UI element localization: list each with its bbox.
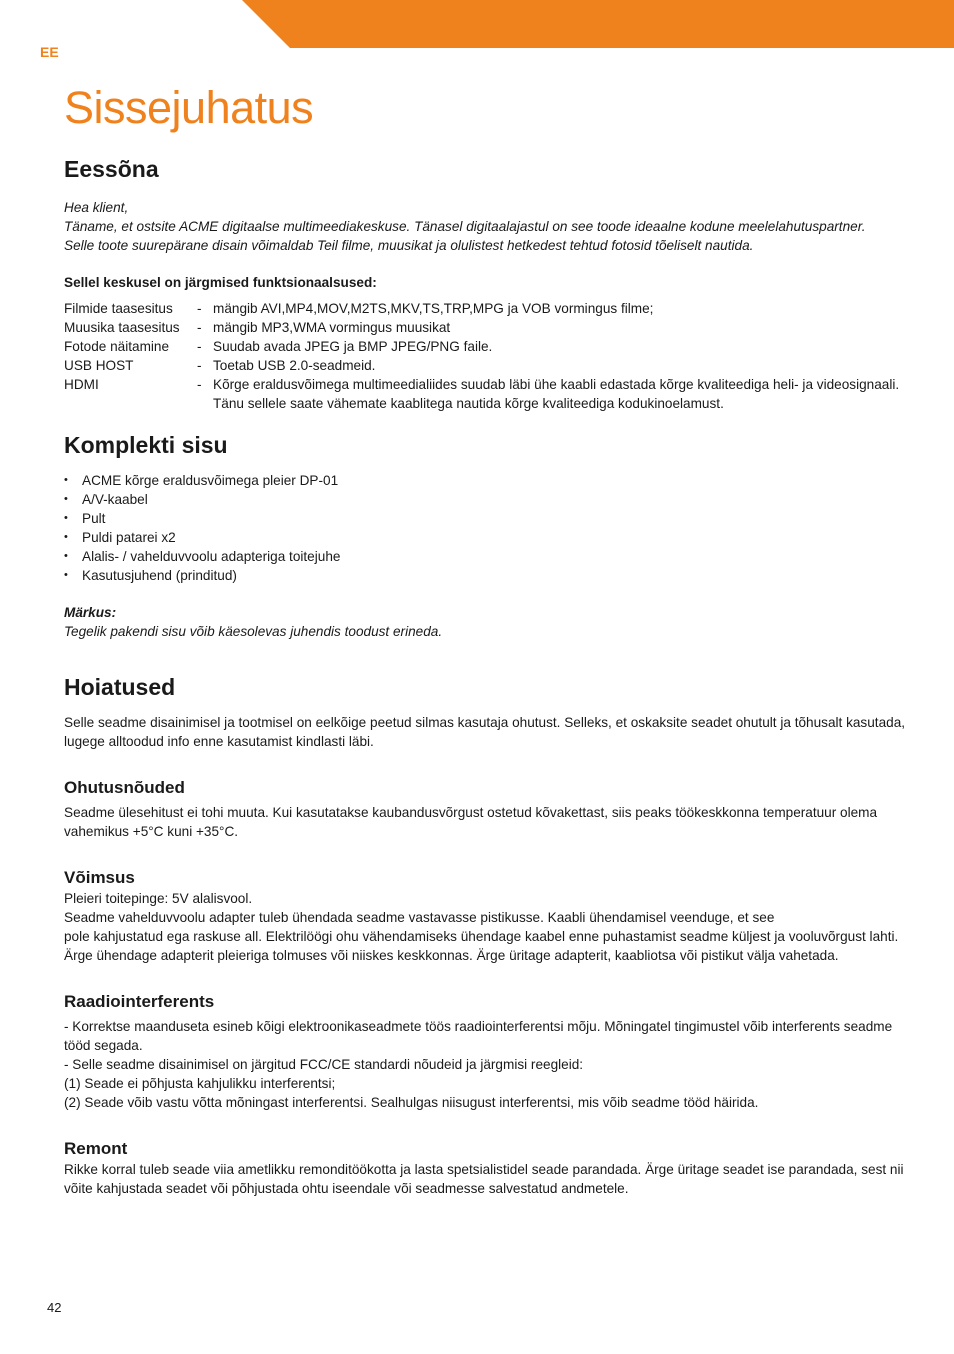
radio-line-3: (1) Seade ei põhjusta kahjulikku interferentsi; [64,1076,336,1091]
warnings-heading: Hoiatused [64,674,176,700]
repair-heading: Remont [64,1139,128,1158]
package-list [64,471,914,585]
feature-desc: Toetab USB 2.0-seadmeid. [213,358,376,373]
package-item: • ACME kõrge eraldusvõimega pleier DP-01 [64,471,914,490]
main-content [64,155,914,1198]
features-heading: Sellel keskusel on järgmised funktsionaalsused: [64,275,377,290]
feature-name: Filmide taasesitus [64,301,173,316]
language-label: EE [40,44,59,60]
feature-row [64,337,914,356]
feature-desc: mängib MP3,WMA vormingus muusikat [213,320,451,335]
package-item: • A/V-kaabel [64,490,914,509]
note-label: Märkus: [64,605,117,620]
feature-dash: - [197,358,202,373]
package-item: • Alalis- / vahelduvvoolu adapteriga toitejuhe [64,547,914,566]
package-item: • Pult [64,509,914,528]
feature-dash: - [197,377,202,392]
radio-line-1: - Korrektse maanduseta esineb kõigi elektroonikaseadmete töös raadiointerferentsi mõju. Mõningatel tingimustel võib interferents seadme tööd segada. [64,1019,893,1053]
feature-name: USB HOST [64,358,134,373]
orange-accent-shape [242,0,954,48]
page-number: 42 [47,1300,62,1315]
radio-line-2: - Selle seadme disainimisel on järgitud FCC/CE standardi nõudeid ja järgmisi reegleid: [64,1057,584,1072]
feature-row [64,375,914,413]
power-line-1: Pleieri toitepinge: 5V alalisvool. [64,891,253,906]
features-list [64,299,914,413]
header-banner [0,0,954,50]
power-heading: Võimsus [64,868,135,887]
power-line-3: pole kahjustatud ega raskuse all. Elektrilöögi ohu vähendamiseks ühendage kaabel enne puhastamist seadme küljest ja vooluvõrgust lahti. Ärge ühendage adapterit pleieriga tolmuses või niiskes keskkonnas. Ärge üritage adapterit, kaabliotsa või pistikut välja vahetada. [64,929,899,963]
safety-text: Seadme ülesehitust ei tohi muuta. Kui kasutatakse kaubandusvõrgust ostetud kõvakettast, siis peaks töökeskkonna temperatuur olema vahemikus +5°C kuni +35°C. [64,805,878,839]
package-item: • Kasutusjuhend (prinditud) [64,566,914,585]
safety-heading: Ohutusnõuded [64,778,185,797]
power-line-2: Seadme vahelduvvoolu adapter tuleb ühendada seadme vastavasse pistikusse. Kaabli ühendamisel veenduge, et see [64,910,775,925]
feature-name: Muusika taasesitus [64,320,180,335]
feature-dash: - [197,301,202,316]
feature-desc: Suudab avada JPEG ja BMP JPEG/PNG faile. [213,339,493,354]
radio-heading: Raadiointerferents [64,992,215,1011]
feature-row [64,299,914,318]
note-text: Tegelik pakendi sisu võib käesolevas juhendis toodust erineda. [64,624,443,639]
feature-desc: mängib AVI,MP4,MOV,M2TS,MKV,TS,TRP,MPG ja VOB vormingus filme; [213,301,654,316]
page-title: Sissejuhatus [64,82,314,133]
foreword-line-2: Selle toote suurepärane disain võimaldab Teil filme, muusikat ja olulistest hetkedest tehtud fotosid tõeliselt nautida. [64,238,754,253]
feature-name: Fotode näitamine [64,339,170,354]
feature-row [64,318,914,337]
feature-desc: Kõrge eraldusvõimega multimeedialiides suudab läbi ühe kaabli edastada kõrge kvaliteediga heli- ja videosignaali. Tänu sellele saate vähemate kaablitega nautida kõrge kvaliteediga kodukinoelamust. [213,377,900,411]
feature-name: HDMI [64,377,99,392]
feature-row [64,356,914,375]
foreword-line-1: Täname, et ostsite ACME digitaalse multimeediakeskuse. Tänasel digitaalajastul on see toode ideaalne kodune meelelahutuspartner. [64,219,866,234]
foreword-heading: Eessõna [64,156,159,182]
feature-dash: - [197,320,202,335]
radio-line-4: (2) Seade võib vastu võtta mõningast interferentsi. Sealhulgas niisugust interferentsi, mis võib seadme tööd häirida. [64,1095,759,1110]
feature-dash: - [197,339,202,354]
package-heading: Komplekti sisu [64,432,228,458]
greeting: Hea klient, [64,200,129,215]
repair-text: Rikke korral tuleb seade viia ametlikku remonditöökotta ja lasta spetsialistidel seade parandada. Ärge üritage seadet ise parandada, sest nii võite kahjustada seadet või põhjustada ohtu iseendale või seadmesse salvestatud andmetele. [64,1162,904,1196]
warnings-intro: Selle seadme disainimisel ja tootmisel on eelkõige peetud silmas kasutaja ohutust. Selleks, et oskaksite seadet ohutult ja tõhusalt kasutada, lugege alltoodud info enne kasutamist kindlasti läbi. [64,715,906,749]
package-item: • Puldi patarei x2 [64,528,914,547]
